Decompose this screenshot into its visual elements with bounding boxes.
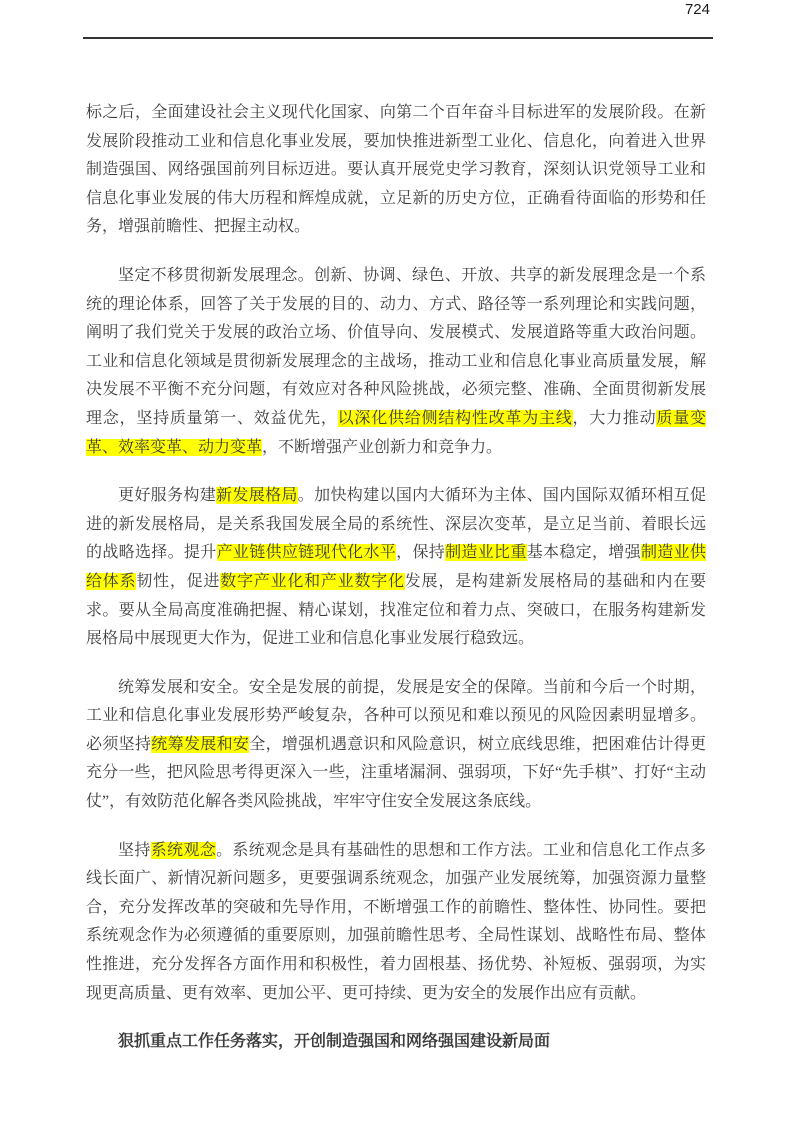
text-run: 坚定不移贯彻新发展理念。创新、协调、绿色、开放、共享的新发展理念是一个系统的理论体系，回答了关于发展的目的、动力、方式、路径等一系列理论和实践问题，阐明了我们党关于发展的政治立场、价值导向、发展模式、发展道路等重大政治问题。工业和信息化领域是贯彻新发展理念的主战场，推动工业和信息化事业高质量发展，解决发展不平衡不充分问题，有效应对各种风险挑战，必须完整、准确、全面贯彻新发展理念，坚持质量第一、效益优先， (86, 266, 706, 427)
text-run: 基本稳定，增强 (526, 544, 641, 562)
paragraph (86, 482, 706, 654)
highlighted-text: 系统观念 (150, 841, 217, 859)
paragraph (86, 262, 706, 462)
highlighted-text: 质量变革、效率变革、动力变革 (86, 409, 706, 456)
header-rule (83, 37, 713, 39)
highlighted-text: 新发展格局 (216, 487, 298, 505)
highlighted-text: 产业链供应链现代化水平 (216, 544, 397, 562)
text-run: 韧性，促进 (136, 572, 221, 590)
text-run: 。系统观念是具有基础性的思想和工作方法。工业和信息化工作点多线长面广、新情况新问题多，更要强调系统观念，加强产业发展统筹，加强资源力量整合，充分发挥改革的突破和先导作用，不断增强工作的前瞻性、整体性、协同性。要把系统观念作为必须遵循的重要原则，加强前瞻性思考、全局性谋划、战略性布局、整体性推进，充分发挥各方面作用和积极性，着力固根基、扬优势、补短板、强弱项，为实现更高质量、更有效率、更加公平、更可持续、更为安全的发展作出应有贡献。 (86, 841, 706, 1002)
section-heading: 狠抓重点工作任务落实，开创制造强国和网络强国建设新局面 (118, 1033, 551, 1051)
document-body (86, 99, 706, 1057)
text-run: 坚持 (118, 841, 151, 859)
paragraph (86, 674, 706, 817)
highlighted-text: 制造业供给体系 (86, 544, 706, 590)
paragraph (86, 99, 706, 242)
text-run: 标之后，全面建设社会主义现代化国家、向第二个百年奋斗目标进军的发展阶段。在新发展阶段推动工业和信息化事业发展，要加快推进新型工业化、信息化，向着进入世界制造强国、网络强国前列目标迈进。要认真开展党史学习教育，深刻认识党领导工业和信息化事业发展的伟大历程和辉煌成就，立足新的历史方位，正确看待面临的形势和任务，增强前瞻性、把握主动权。 (86, 104, 706, 236)
text-run: 。加快构建以国内大循环为主体、国内国际双循环相互促进的新发展格局，是关系我国发展全局的系统性、深层次变革，是立足当前、着眼长远的战略选择。提升 (86, 487, 706, 562)
text-run: 更好服务构建 (118, 487, 217, 505)
paragraph (86, 837, 706, 1009)
text-run: ，大力推动 (572, 409, 657, 427)
text-run: 全，增强机遇意识和风险意识，树立底线思维，把困难估计得更充分一些，把风险思考得更深入一些，注重堵漏洞、强弱项，下好“先手棋”、打好“主动仗”，有效防范化解各类风险挑战，牢牢守住安全发展这条底线。 (86, 735, 706, 811)
highlighted-text: 以深化供给侧结构性改革为主线 (337, 409, 573, 427)
text-run: 统筹发展和安全。安全是发展的前提，发展是安全的保障。当前和今后一个时期，工业和信息化事业发展形势严峻复杂，各种可以预见和难以预见的风险因素明显增多。必须坚持 (86, 678, 706, 753)
highlighted-text: 制造业比重 (445, 544, 527, 562)
text-run: 发展，是构建新发展格局的基础和内在要求。要从全局高度准确把握、精心谋划，找准定位和着力点、突破口，在服务构建新发展格局中展现更大作为，促进工业和信息化事业发展行稳致远。 (86, 572, 706, 648)
text-run: ，保持 (396, 544, 446, 562)
page-number: 724 (684, 1, 710, 18)
highlighted-text: 统筹发展和安 (151, 735, 250, 753)
highlighted-text: 数字产业化和产业数字化 (220, 572, 405, 590)
text-run: ，不断增强产业创新力和竞争力。 (262, 438, 503, 456)
